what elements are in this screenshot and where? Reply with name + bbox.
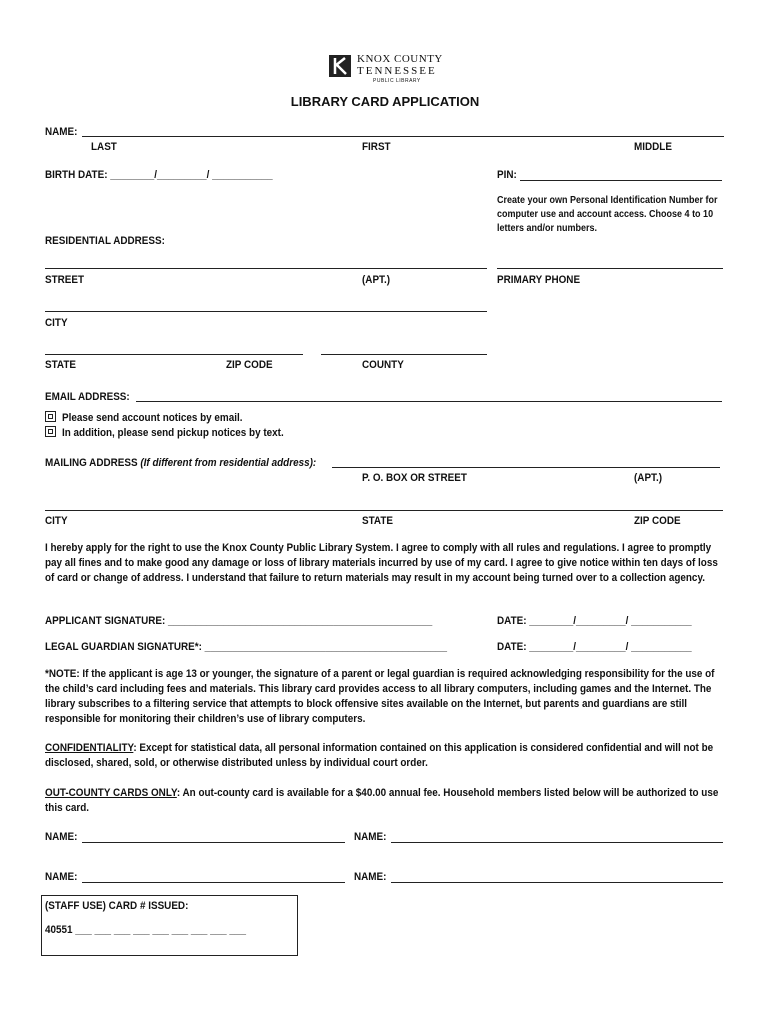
email-notice-checkbox[interactable] [45,411,56,422]
guardian-signature-field[interactable]: LEGAL GUARDIAN SIGNATURE*: ____________________________________________ [45,641,447,653]
library-logo [329,53,449,87]
logo-line-3: PUBLIC LIBRARY [373,78,421,84]
name-first-label: FIRST [362,141,391,153]
name-field[interactable] [82,136,724,137]
household-name-field-3[interactable] [82,882,345,883]
apt-label: (APT.) [362,274,391,286]
applicant-signature-field[interactable]: APPLICANT SIGNATURE: ________________________________________________ [45,615,433,627]
household-name-label-1: NAME: [45,831,78,843]
household-name-label-3: NAME: [45,871,78,883]
confidentiality-paragraph [45,741,727,771]
out-county-text: : An out-county card is available for a $40.00 annual fee. Household members listed below will be authorized to use this card. [45,787,719,814]
text-notice-checkbox[interactable] [45,426,56,437]
name-last-label: LAST [91,141,117,153]
household-name-label-4: NAME: [354,871,387,883]
name-label: NAME: [45,126,78,138]
email-notice-label: Please send account notices by email. [62,412,243,424]
mailing-city-field[interactable] [45,510,723,511]
guardian-note: *NOTE: If the applicant is age 13 or younger, the signature of a parent or legal guardian is required acknowledging responsibility for the use of the child’s card including fees and materials. This library card provides access to all library computers, including games and the Internet. The library subscribes to a filtering service that attempts to block offensive sites available on the Internet, but parents and guardians are still responsible for monitoring their children’s use of library computers. [45,668,715,725]
out-county-paragraph [45,786,727,816]
agreement-paragraph: I hereby apply for the right to use the Knox County Public Library System. I agree to comply with all rules and regulations. I agree to promptly pay all fines and to make good any damage or loss of library materials incurred by use of my card. I agree to give notice within ten days of loss of card or change of address. I understand that failure to return materials may result in my account being turned over to a collection agency. [45,542,718,584]
mailing-city-label: CITY [45,515,68,527]
mailing-address-title: MAILING ADDRESS [45,457,138,469]
zip-code-label: ZIP CODE [226,359,273,371]
pin-help-text: Create your own Personal Identification Number for computer use and account access. Choose 4 to 10 letters and/or numbers. [497,195,718,234]
pin-label: PIN: [497,169,517,181]
birth-date-field[interactable]: BIRTH DATE: ________/_________/ ___________ [45,169,273,181]
mailing-address-label [45,457,316,469]
household-name-field-1[interactable] [82,842,345,843]
email-notice-option[interactable] [45,411,263,424]
street-field[interactable] [45,268,487,269]
out-county-heading: OUT-COUNTY CARDS ONLY [45,787,177,799]
logo-line-1: KNOX COUNTY [357,53,443,65]
po-box-label: P. O. BOX OR STREET [362,472,467,484]
page-title: LIBRARY CARD APPLICATION [290,94,480,109]
state-zip-field[interactable] [45,354,303,355]
card-number-field[interactable]: 40551 ___ ___ ___ ___ ___ ___ ___ ___ ___ [45,924,246,936]
household-name-field-2[interactable] [391,842,723,843]
confidentiality-text: : Except for statistical data, all personal information contained on this application is considered confidential and will not be disclosed, shared, sold, or otherwise distributed unless by individual court order. [45,742,714,769]
primary-phone-label: PRIMARY PHONE [497,274,581,286]
street-label: STREET [45,274,85,286]
staff-use-box [41,895,298,956]
primary-phone-field[interactable] [497,268,723,269]
logo-line-2: TENNESSEE [357,65,437,77]
mailing-apt-label: (APT.) [634,472,663,484]
text-notice-label: In addition, please send pickup notices by text. [62,427,284,439]
mailing-address-field[interactable] [332,467,720,468]
email-field[interactable] [136,401,722,402]
applicant-date-field[interactable]: DATE: ________/_________/ ___________ [497,615,692,627]
logo-mark-icon [329,55,351,77]
text-notice-option[interactable] [45,426,308,439]
pin-field[interactable] [520,180,722,181]
state-label: STATE [45,359,76,371]
mailing-zip-label: ZIP CODE [634,515,681,527]
county-field[interactable] [321,354,487,355]
household-name-field-4[interactable] [391,882,723,883]
residential-address-label: RESIDENTIAL ADDRESS: [45,235,165,247]
email-label: EMAIL ADDRESS: [45,391,130,403]
mailing-state-label: STATE [362,515,393,527]
name-middle-label: MIDDLE [634,141,672,153]
staff-use-title: (STAFF USE) CARD # ISSUED: [45,900,189,912]
city-label: CITY [45,317,68,329]
city-field[interactable] [45,311,487,312]
mailing-address-note: (If different from residential address): [140,457,317,469]
county-label: COUNTY [362,359,404,371]
confidentiality-heading: CONFIDENTIALITY [45,742,134,754]
household-name-label-2: NAME: [354,831,387,843]
guardian-date-field[interactable]: DATE: ________/_________/ ___________ [497,641,692,653]
